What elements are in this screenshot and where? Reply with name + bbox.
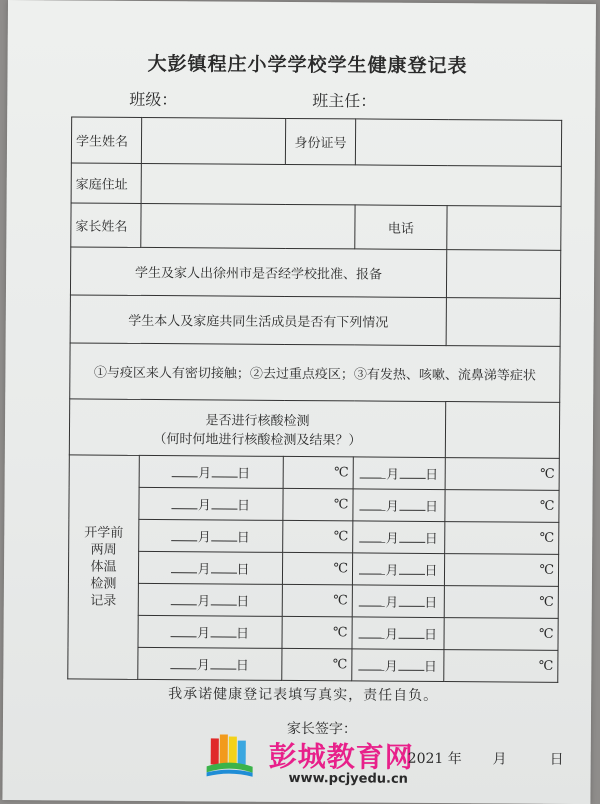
temperature-side-label-line: 记录 bbox=[90, 593, 117, 609]
temperature-side-label-line: 两周 bbox=[90, 542, 117, 558]
month-label: 月 bbox=[385, 531, 399, 547]
day-blank[interactable] bbox=[211, 528, 237, 541]
temperature-date-2[interactable] bbox=[352, 649, 444, 682]
day-label: 日 bbox=[237, 466, 251, 482]
month-blank[interactable] bbox=[172, 528, 198, 541]
temperature-date-1[interactable] bbox=[138, 551, 282, 584]
celsius-unit: ℃ bbox=[539, 498, 555, 514]
temperature-value-1[interactable] bbox=[282, 584, 352, 616]
month-blank[interactable] bbox=[360, 465, 386, 478]
nucleic-test-line1: 是否进行核酸检测 bbox=[205, 412, 310, 429]
month-blank[interactable] bbox=[171, 560, 197, 573]
celsius-unit: ℃ bbox=[538, 658, 554, 674]
month-blank[interactable] bbox=[360, 497, 386, 510]
day-blank[interactable] bbox=[210, 624, 236, 637]
id-number-label: 身份证号 bbox=[285, 118, 355, 164]
month-blank[interactable] bbox=[359, 593, 385, 606]
day-blank[interactable] bbox=[399, 530, 425, 543]
day-label: 日 bbox=[235, 658, 249, 674]
temperature-value-1[interactable] bbox=[282, 648, 352, 680]
temperature-date-1[interactable] bbox=[139, 519, 283, 552]
day-label: 日 bbox=[424, 627, 438, 644]
temperature-date-2[interactable] bbox=[353, 489, 445, 522]
date-day: 日 bbox=[549, 751, 564, 768]
temperature-date-1[interactable] bbox=[138, 647, 282, 680]
phone-label: 电话 bbox=[355, 205, 447, 250]
temperature-side-label-line: 检测 bbox=[90, 576, 117, 592]
temperature-date-1[interactable] bbox=[139, 487, 283, 520]
month-label: 月 bbox=[198, 466, 212, 482]
temperature-value-1[interactable] bbox=[283, 456, 353, 488]
day-label: 日 bbox=[236, 626, 250, 642]
month-blank[interactable] bbox=[171, 656, 197, 669]
celsius-unit: ℃ bbox=[333, 593, 348, 609]
temperature-value-2[interactable] bbox=[444, 554, 558, 587]
day-label: 日 bbox=[236, 562, 250, 578]
temperature-row bbox=[68, 615, 558, 650]
temperature-section bbox=[68, 455, 560, 682]
month-label: 月 bbox=[197, 530, 211, 546]
month-label: 月 bbox=[386, 467, 400, 483]
teacher-label: 班主任： bbox=[312, 91, 377, 111]
month-label: 月 bbox=[385, 595, 399, 611]
day-blank[interactable] bbox=[210, 656, 236, 669]
temperature-side-label-line: 体温 bbox=[90, 559, 117, 575]
student-name-field[interactable] bbox=[141, 117, 285, 164]
month-label: 月 bbox=[385, 563, 399, 579]
temperature-date-1[interactable] bbox=[138, 615, 282, 648]
row-address bbox=[71, 163, 561, 206]
row-conditions bbox=[70, 343, 560, 402]
row-nucleic bbox=[69, 399, 559, 458]
temperature-value-2[interactable] bbox=[445, 458, 559, 491]
month-blank[interactable] bbox=[171, 592, 197, 605]
temperature-value-2[interactable] bbox=[445, 522, 559, 555]
day-label: 日 bbox=[236, 594, 250, 610]
day-label: 日 bbox=[236, 530, 250, 546]
month-label: 月 bbox=[385, 627, 399, 643]
celsius-unit: ℃ bbox=[332, 657, 348, 673]
student-name-label: 学生姓名 bbox=[71, 117, 141, 163]
day-blank[interactable] bbox=[398, 562, 424, 575]
temperature-value-1[interactable] bbox=[283, 488, 353, 520]
temperature-row bbox=[68, 551, 558, 586]
row-left-city bbox=[70, 247, 560, 298]
temperature-value-2[interactable] bbox=[444, 650, 558, 683]
day-blank[interactable] bbox=[211, 464, 237, 477]
month-blank[interactable] bbox=[359, 561, 385, 574]
row-student-id bbox=[71, 117, 561, 166]
month-label: 月 bbox=[196, 658, 210, 674]
celsius-unit: ℃ bbox=[332, 625, 348, 641]
celsius-unit: ℃ bbox=[539, 562, 555, 578]
nucleic-test-label bbox=[69, 399, 445, 458]
watermark-logo bbox=[205, 732, 435, 790]
temperature-value-1[interactable] bbox=[283, 520, 353, 552]
nucleic-test-field[interactable] bbox=[445, 402, 559, 459]
month-label: 月 bbox=[197, 562, 211, 578]
month-label: 月 bbox=[197, 498, 212, 514]
promise-statement: 我承诺健康登记表填写真实，责任自负。 bbox=[168, 686, 439, 705]
day-label: 日 bbox=[236, 498, 251, 514]
temperature-date-2[interactable] bbox=[353, 457, 445, 490]
temperature-side-label bbox=[68, 455, 140, 679]
month-label: 月 bbox=[384, 659, 398, 675]
conditions-text: ①与疫区来人有密切接触；②去过重点疫区；③有发热、咳嗽、流鼻涕等症状 bbox=[70, 343, 560, 402]
health-form-table bbox=[67, 116, 562, 682]
form-paper bbox=[2, 0, 596, 804]
temperature-value-1[interactable] bbox=[282, 552, 352, 584]
id-number-field[interactable] bbox=[355, 119, 561, 166]
celsius-unit: ℃ bbox=[539, 530, 555, 546]
month-label: 月 bbox=[197, 594, 211, 610]
temperature-row bbox=[69, 455, 559, 490]
row-cohabit bbox=[70, 295, 560, 346]
left-city-label: 学生及家人出徐州市是否经学校批准、报备 bbox=[70, 247, 446, 298]
celsius-unit: ℃ bbox=[333, 497, 349, 513]
temperature-date-2[interactable] bbox=[353, 521, 445, 554]
temperature-value-2[interactable] bbox=[444, 586, 558, 619]
temperature-date-2[interactable] bbox=[352, 585, 444, 618]
day-label: 日 bbox=[424, 563, 438, 580]
month-blank[interactable] bbox=[172, 464, 198, 477]
day-blank[interactable] bbox=[398, 626, 424, 639]
day-blank[interactable] bbox=[399, 466, 425, 479]
watermark-url: www.pcjyedu.cn bbox=[288, 770, 408, 787]
celsius-unit: ℃ bbox=[334, 465, 349, 481]
day-blank[interactable] bbox=[398, 658, 424, 671]
temperature-side-label-line: 开学前 bbox=[84, 525, 124, 541]
celsius-unit: ℃ bbox=[538, 626, 554, 642]
month-blank[interactable] bbox=[359, 657, 385, 670]
parent-name-label: 家长姓名 bbox=[71, 203, 141, 247]
day-blank[interactable] bbox=[211, 560, 237, 573]
date-month: 月 bbox=[492, 751, 507, 768]
month-blank[interactable] bbox=[172, 496, 198, 509]
day-label: 日 bbox=[425, 467, 439, 484]
temperature-date-1[interactable] bbox=[139, 455, 283, 488]
phone-field[interactable] bbox=[447, 206, 561, 251]
date-year: 2021 年 bbox=[407, 750, 462, 768]
left-city-field[interactable] bbox=[446, 250, 560, 299]
temperature-date-2[interactable] bbox=[352, 553, 444, 586]
day-label: 日 bbox=[423, 659, 437, 676]
day-blank[interactable] bbox=[399, 498, 425, 511]
parent-signature-label: 家长签字： bbox=[286, 720, 357, 738]
celsius-unit: ℃ bbox=[539, 594, 554, 610]
celsius-unit: ℃ bbox=[540, 466, 555, 482]
temperature-date-1[interactable] bbox=[138, 583, 282, 616]
temperature-value-2[interactable] bbox=[444, 618, 558, 651]
temperature-value-2[interactable] bbox=[445, 490, 559, 523]
row-parent bbox=[71, 203, 561, 250]
day-label: 日 bbox=[424, 499, 439, 516]
temperature-row bbox=[69, 487, 559, 522]
parent-name-field[interactable] bbox=[141, 203, 355, 248]
watermark-name: 彭城教育网 bbox=[268, 739, 414, 774]
cohabit-question-label: 学生本人及家庭共同生活成员是否有下列情况 bbox=[70, 295, 446, 346]
celsius-unit: ℃ bbox=[333, 561, 349, 577]
day-blank[interactable] bbox=[398, 594, 424, 607]
month-blank[interactable] bbox=[359, 625, 385, 638]
day-blank[interactable] bbox=[211, 496, 237, 509]
month-blank[interactable] bbox=[360, 529, 386, 542]
home-address-field[interactable] bbox=[141, 163, 561, 206]
cohabit-question-field[interactable] bbox=[446, 298, 560, 347]
class-label: 班级： bbox=[129, 89, 178, 110]
month-blank[interactable] bbox=[171, 624, 197, 637]
temperature-row bbox=[68, 583, 558, 618]
celsius-unit: ℃ bbox=[333, 529, 349, 545]
home-address-label: 家庭住址 bbox=[71, 163, 141, 203]
book-logo-icon bbox=[205, 732, 255, 780]
nucleic-test-line2: （何时何地进行核酸检测及结果？） bbox=[153, 431, 362, 448]
month-label: 月 bbox=[197, 626, 211, 642]
month-label: 月 bbox=[385, 499, 400, 515]
temperature-date-2[interactable] bbox=[352, 617, 444, 650]
signature-date bbox=[408, 748, 564, 769]
day-label: 日 bbox=[424, 595, 438, 612]
temperature-value-1[interactable] bbox=[282, 616, 352, 648]
day-label: 日 bbox=[424, 531, 438, 548]
day-blank[interactable] bbox=[210, 592, 236, 605]
temperature-row bbox=[69, 519, 559, 554]
temperature-row bbox=[68, 647, 558, 682]
page-title: 大彭镇程庄小学学校学生健康登记表 bbox=[147, 52, 468, 78]
